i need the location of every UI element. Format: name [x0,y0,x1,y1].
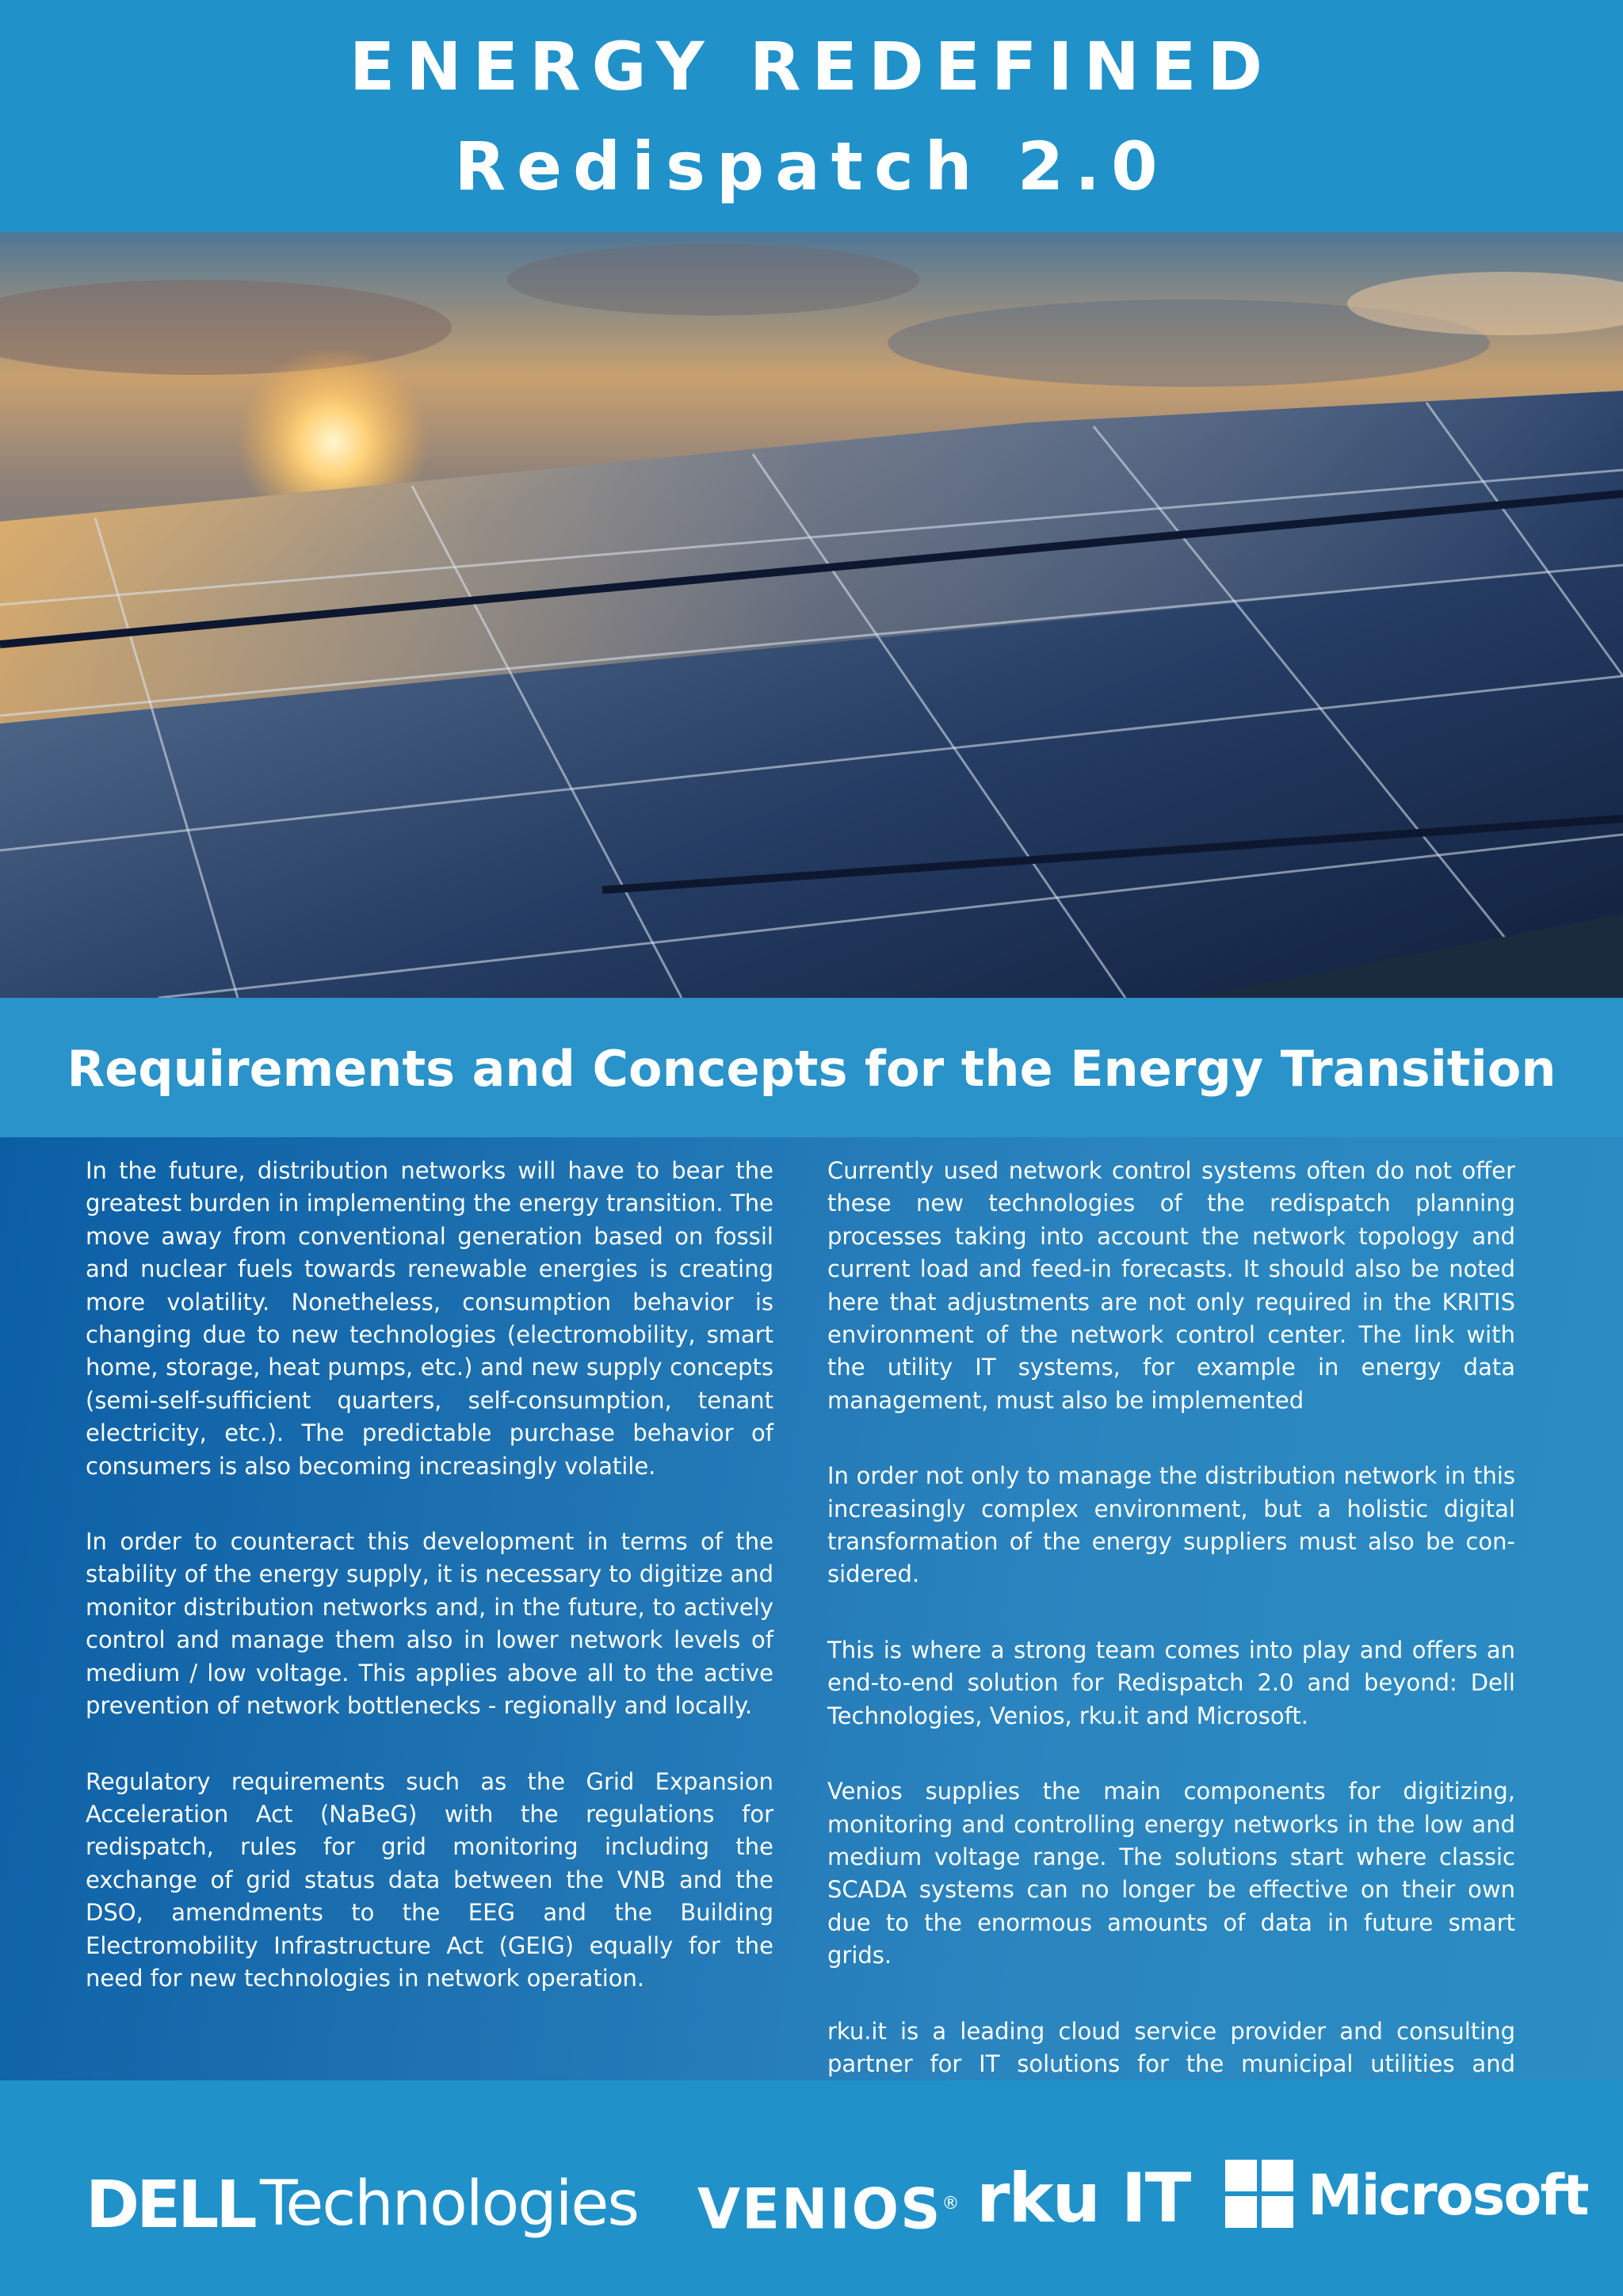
left-paragraph-3: Regulatory requirements such as the Grid Expansion Acceleration Act (NaBeG) with the regulations for redispatch, rules for grid monitoring including the exchange of grid status data between the VNB and the DSO, amendments to the EEG and the Building Electromobility Infrastructure Act (GEIG) equally for the need for new technologies in network operation. [86,1767,773,1992]
body-text-area [0,1137,1623,2080]
right-paragraph-1: Currently used network control systems often do not offer these new technologies of the redispatch planning processes taking into account the network topology and current load and feed-in forecasts. It should also be noted here that adjustments are not only required in the KRITIS environment of the network control center. The link with the utility IT systems, for example in energy data management, must also be implemented [827,1157,1515,1414]
solar-panel-illustration [0,232,1623,998]
microsoft-logo [1225,2160,1588,2231]
right-paragraph-4: Venios supplies the main components for digitizing, monitoring and controlling energy networks in the low and medium voltage range. The solutions start where classic SCADA systems can no longer be effective on their own due to the enormous amounts of data in future smart grids. [827,1778,1515,1969]
microsoft-squares-icon [1225,2160,1293,2228]
left-paragraph-2: In order to counteract this development in terms of the stability of the energy supply, it is necessary to digitize and monitor distribution networks and, in the future, to actively control and manage them also in lower network levels of medium / low voltage. This applies above all to the active prevention of network bottlenecks - regionally and locally. [86,1528,773,1720]
header-subtitle: Redispatch 2.0 [454,128,1169,205]
venios-registered-mark: ® [941,2194,961,2214]
header-title: ENERGY REDEFINED [349,28,1274,105]
dell-mark-text: DELL [86,2168,254,2243]
left-column [86,1155,773,2038]
partner-logos-footer [0,2080,1623,2296]
right-paragraph-5: rku.it is a leading cloud service provider and consulting partner for IT solutions for the municipal utilities and [827,2017,1515,2077]
rku-it-logo-text: rku IT [976,2159,1190,2238]
hero-solar-image [0,232,1623,998]
section-title: Requirements and Concepts for the Energy Transition [67,1040,1556,1098]
left-paragraph-1: In the future, distribution networks will have to bear the greatest burden in implementing the energy transition. The move away from conventional generation based on fossil and nuclear fuels towards renewable energies is creating more volatility. Nonetheless, consumption behavior is changing due to new technologies (electromobility, smart home, storage, heat pumps, etc.) and new supply concepts (semi-self-sufficient quarters, self-consumption, tenant electricity, etc.). The predictable purchase behavior of consumers is also becoming increasingly volatile. [86,1157,773,1480]
right-column [827,1155,1515,2157]
right-paragraph-2: In order not only to manage the distribution network in this increasingly complex environment, but a holistic digital transformation of the energy suppliers must also be con-sidered. [827,1462,1515,1588]
dell-word-text: Technologies [260,2168,639,2240]
venios-logo-text: VENIOS [697,2176,942,2242]
right-paragraph-3: This is where a strong team comes into play and offers an end-to-end solution for Redispatch 2.0 and beyond: Dell Technologies, Venios, rku.it and Microsoft. [827,1636,1515,1729]
microsoft-logo-text: Microsoft [1308,2163,1588,2228]
venios-logo [697,2172,961,2241]
rku-it-logo [976,2159,1190,2238]
page-header [0,0,1623,232]
section-title-band [0,998,1623,1137]
